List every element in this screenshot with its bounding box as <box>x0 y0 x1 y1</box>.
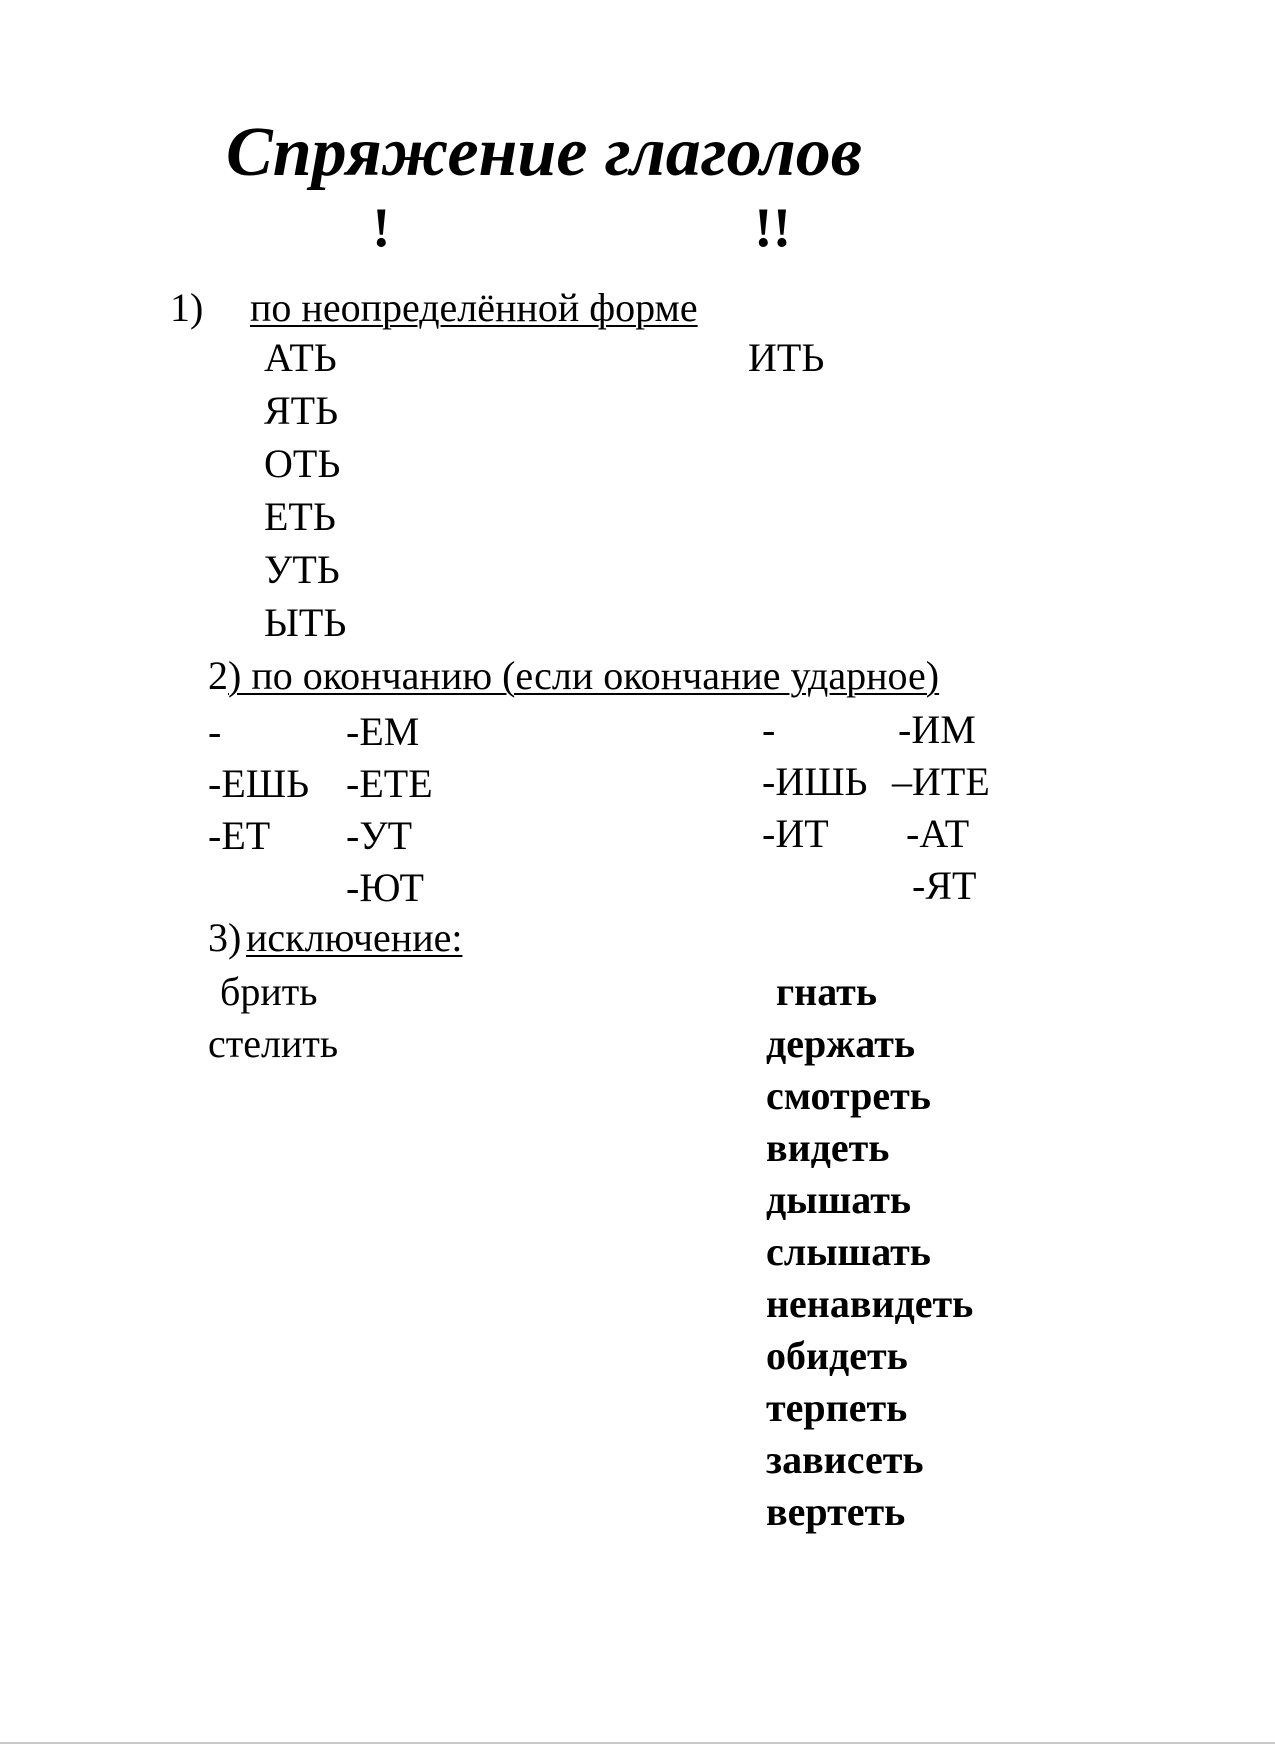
second-exception-5: дышать <box>766 1177 911 1222</box>
second-plural-4: -ЯТ <box>912 863 977 908</box>
first-singular-2: -ЕШЬ <box>208 761 310 806</box>
second-exception-6: слышать <box>766 1229 931 1274</box>
second-exception-2: держать <box>766 1021 916 1066</box>
scan-edge-line <box>0 1742 1275 1744</box>
second-singular-3: -ИТ <box>762 811 829 856</box>
second-exception-3: смотреть <box>766 1073 931 1118</box>
first-conjugation-mark: ! <box>372 197 391 259</box>
section2-heading: ) по окончанию (если окончание ударное) <box>228 653 940 698</box>
first-ending-1: АТЬ <box>264 335 337 380</box>
second-exception-11: вертеть <box>766 1489 906 1534</box>
second-ending-1: ИТЬ <box>748 335 825 380</box>
first-ending-6: ЫТЬ <box>264 600 347 645</box>
section3-heading: исключение: <box>246 915 463 960</box>
section2-number: 2 <box>208 653 228 698</box>
first-ending-5: УТЬ <box>264 547 340 592</box>
first-plural-2: -ЕТЕ <box>346 761 433 806</box>
first-singular-3: -ЕТ <box>208 813 271 858</box>
second-exception-9: терпеть <box>766 1385 908 1430</box>
section1-heading: по неопределённой форме <box>250 285 698 330</box>
second-singular-2: -ИШЬ <box>762 759 868 804</box>
first-exception-2: стелить <box>208 1021 339 1066</box>
second-plural-3: -АТ <box>906 811 970 856</box>
first-ending-3: ОТЬ <box>264 441 341 486</box>
second-exception-8: обидеть <box>766 1333 908 1378</box>
page-title: Спряжение глаголов <box>226 114 863 191</box>
second-singular-1: - <box>762 707 776 752</box>
second-exception-1: гнать <box>776 969 877 1014</box>
second-exception-10: зависеть <box>766 1437 924 1482</box>
second-plural-1: -ИМ <box>898 707 976 752</box>
second-conjugation-mark: !! <box>754 197 792 259</box>
first-exception-1: брить <box>220 969 318 1014</box>
first-plural-3: -УТ <box>346 813 413 858</box>
first-plural-4: -ЮТ <box>346 865 424 910</box>
first-ending-2: ЯТЬ <box>264 388 339 433</box>
section3-number: 3) <box>208 915 242 960</box>
first-singular-1: - <box>208 709 222 754</box>
second-exception-4: видеть <box>766 1125 890 1170</box>
first-ending-4: ЕТЬ <box>264 494 336 539</box>
second-plural-2: –ИТЕ <box>892 759 990 804</box>
first-plural-1: -ЕМ <box>346 709 420 754</box>
section1-number: 1) <box>170 285 204 330</box>
second-exception-7: ненавидеть <box>766 1281 974 1326</box>
